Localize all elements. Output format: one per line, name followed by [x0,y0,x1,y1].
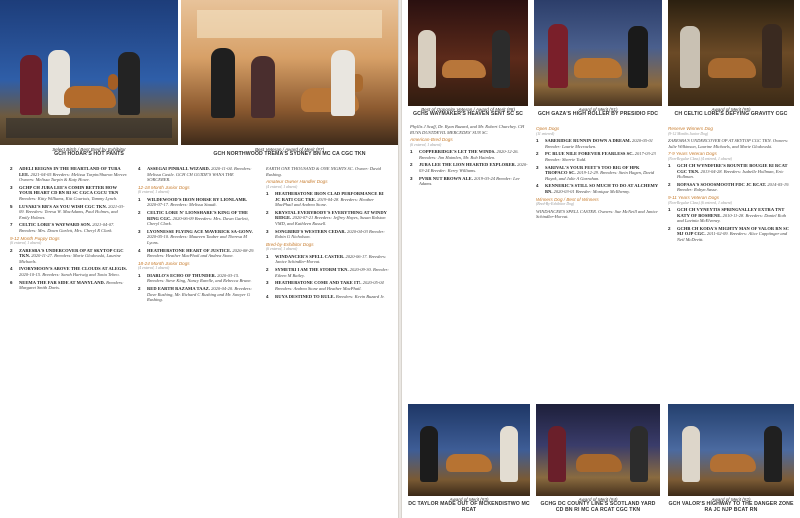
class-entry-count: (Non-Regular Class) (6 entered, 1 absent) [668,200,732,205]
dog-name: ASSEGAI PINBALL WIZARD. [147,166,210,171]
placement-entry [138,273,256,284]
caption-award: Select Bitch / Best Bred by Exhibitor [52,147,126,152]
placement-number: 1 [668,207,671,213]
dog-name: RUYA DESTINED TO RULE. [275,293,335,299]
class-heading: Reserve Winners Dog [668,126,713,131]
dog-details: 2020-11-04. Breeders: Melissa Castle. GCH CH GUIDE'S WANA THE SORCERER. [147,166,252,182]
placement-number: 4 [536,183,539,189]
placement-entry [266,254,390,265]
caption-dog-name: GCH NORTHWOOD TREMA'S SYDNEY BN MC CA CGC TKN [213,151,366,158]
placement-text [545,138,658,149]
class-heading: 7-9 Years Veteran Dogs [668,151,717,156]
placement-entry [10,185,128,202]
caption-award: Award of Merit (#4) [578,497,618,502]
results-column-3 [266,166,390,302]
placement-number: 2 [266,267,269,273]
dog-details: 2020-04-03 Breeder: Robin G Nicholson. [275,228,385,240]
placement-number: 1 [266,253,269,259]
result-note: EARTH ONE THOUSAND & ONE NIGHTS SC. Owner: David Rushing. [266,166,381,177]
placement-number: 1 [668,163,671,168]
placement-entry [138,248,256,259]
class-heading: Open Dogs [536,126,560,131]
dog-details: 2020-07-17. Breeders: Melissa Staudt. [147,202,217,208]
placement-number: 3 [266,280,269,286]
placement-text [19,248,128,265]
class-entry-count: (4 entered, 1 absent) [138,266,170,271]
placement-number: 7 [10,222,13,228]
dog-details: 2020-09-30. Breeder: Eileen M Bailey. [275,267,389,278]
caption-dog-name: CH CELTIC LORE'S DEFYING GRAVITY CGC [674,111,788,118]
dog-name: GCH CH WYNDFIRE'S BOUNTIE BOUGIE RI RCAT CGC TKN. [677,163,788,174]
placement-number: 2 [10,166,13,171]
results-column-2 [138,166,256,305]
dog-name: HEATHERSTONE IRON CLAD PERFORMANCE RI JC RATI CGC TKE. [275,191,384,202]
placement-entry [138,286,256,303]
dog-name: SYMETRI I AM THE STORM TKN. [275,267,349,273]
placement-entry [266,210,390,227]
photo-aom-1-caption [534,107,662,118]
placement-number: 2 [668,225,671,231]
dog-name: GCHP CH JUBA LEE'S COMIN BETTER HOW YOUR HEART CD BN RI SC CGCA CGCU TKN [19,184,119,196]
placement-entry [668,226,792,243]
placement-text [677,163,792,180]
placement-text [677,226,792,243]
dog-name: GCH CH VYNEYTIS SPRINGVALLEY EXTRA TNT KATY OF BOSHENE. [677,207,785,218]
placement-entry [266,294,390,300]
placement-text [19,166,128,183]
placement-number: 1 [266,191,269,196]
dog-name: NEEMA THE FAR SIDE AT MANYLAND. [19,279,105,285]
placement-number: 2 [138,286,141,292]
placement-entry [668,163,792,180]
dog-name: CELTIC LORE N' LIONSHARE'S KING OF THE RING CGC. [147,210,249,221]
class-heading: Winners Dog / Best of Winners [536,196,599,202]
dog-details: 2020-10-15. Breeders: Sarah Hartwig and Tonia Tebeo. [19,271,120,277]
placement-text [147,248,256,259]
placement-entry [138,197,256,208]
placement-number: 3 [410,175,413,181]
placement-text [677,182,792,193]
placement-number: 4 [266,293,269,299]
placement-number: 2 [266,209,269,215]
placement-entry [10,166,128,183]
placement-entry [536,151,658,162]
class-entry-count: (Non-Regular Class) (4 entered, 1 absent) [668,156,732,161]
placement-entry [668,207,792,224]
photo-aom-2-caption [668,497,794,514]
placement-number: 1 [138,272,141,278]
placement-text [275,280,390,291]
placement-text [147,229,256,246]
placement-text [147,286,256,303]
placement-text [19,266,128,277]
placement-text [275,254,390,265]
placement-number: 4 [138,166,141,171]
placement-entry [266,229,390,240]
dog-details: 2020-12-26. Breeders: Jim Haimlen, Mr. Bob Haimlen. [419,149,519,160]
placement-text [147,166,256,183]
dog-details: 2020-08-29. Breeders: Heather MacPhail and Andrea Stone. [147,247,255,259]
placement-number: 4 [10,266,13,272]
dog-name: HEATHERSTONE COME AND TAKE IT!. [275,280,362,286]
placement-number: 2 [668,181,671,187]
photo-best-veteran [181,0,398,145]
class-heading: 18-24 Month Junior Dogs [138,260,190,266]
caption-award: Award of Merit (#3) [449,497,489,502]
dog-details: 2020-03-15. Breeders: Steve King, Nancy Rarelle, and Rebecca Brune. [147,272,252,284]
photo-select-bitch-caption [0,147,178,158]
class-heading: 9-12 Month Puppy Dogs [10,235,60,241]
photo-aom-5 [668,0,794,106]
results-column-4 [410,124,528,189]
placement-text [19,204,128,221]
caption-award: Best Veteran / Award of Merit (#7) [254,147,325,152]
dog-name: WINDANCER'S SPELL CASTER. [275,253,345,259]
dog-details: 2020-03-24 Breeder: Kerry Williams. [419,162,528,173]
placement-entry [10,280,128,291]
caption-award: Award of Merit (#2) [711,497,751,502]
dog-name: IVORYMOON'S ABOVE THE CLOUDS AT ALEGIS. [19,266,127,272]
dog-details: 2014-05-19. Breeder: Robyn Sasse. [677,181,790,193]
dog-details: 2017-03-23 Breeder: Sherrie Todd. [545,151,656,162]
placement-number: 2 [10,247,13,253]
dog-name: RED EARTH RAZAMA TAAZ. [147,286,211,292]
placement-text [545,165,658,182]
placement-text [275,191,390,208]
left-page [0,0,398,518]
class-entry-count: (6 entered, 1 absent) [410,142,442,147]
photo-aom-2 [668,404,794,496]
dog-name: KENNERIC'S STILL SO MUCH TO DO AT ALCHEMY BN. [545,183,658,194]
dog-details: Breeders: Kevin Buzard Jr. [335,293,385,299]
caption-award: Award of Merit (#1) [578,107,618,112]
caption-dog-name: GCHS WAYMAKER'S HEAVEN SENT SC SC [412,111,524,118]
dog-details: 2020-03-01 Breeder: Monique McIlhenny. [553,188,630,194]
placement-number: 2 [138,210,141,216]
placement-number: 4 [138,247,141,253]
placement-entry [10,204,128,221]
placement-entry [266,267,390,278]
photo-bov [408,0,528,106]
placement-number: 2 [536,151,539,157]
dog-details: Breeders: Margaret Smith Davis. [19,279,124,291]
photo-aom-5-caption [668,107,794,118]
placement-number: 1 [536,138,539,143]
caption-dog-name: GCH GAZA'S HIGH ROLLER BY PRESIDIO FDC [537,111,659,118]
placement-text [419,176,528,187]
caption-award: Best of Opposite Veteran / Award of Merit (#8) [421,107,515,112]
dog-name: JUBA LEE THE LION HEARTED EXPLORER. [419,162,517,168]
placement-text [19,185,128,202]
placement-number: 3 [536,164,539,170]
placement-text [275,229,390,240]
dog-name: LUVAKI'S RB'S AS YOU WISH CGC TKN. [19,203,107,209]
result-note: WINDANCER'S SPELL CASTER. Owners: Sue McNeill and Janice Schindler-Horvat. [536,208,658,220]
dog-name: WILDEWOOD'S IRON HORSE BY LIONLAMB. [147,196,247,202]
caption-dog-name: GCH VALOR'S HIGHWAY TO THE DANGER ZONE RA JC NJP BCAT RN [668,501,794,514]
dog-name: COPPERRIDGE'S LET THE WINDS. [419,149,496,154]
placement-text [147,197,256,208]
placement-text [275,267,390,278]
dog-name: LYONNESSE FLYING ACE MAVERICK SA-GONV. [147,228,253,234]
dog-name: SARIVAL'S YOUR FEET'S TOO BIG OF HPK TROPACO SC. [545,164,640,176]
dog-details: 2021-04-07. Breeders: Mrs. Dawn Garlett, Mrs. Cheryl R Clark. [19,222,115,233]
results-column-5 [536,124,658,222]
placement-number: 1 [138,196,141,202]
class-heading: Amateur Owner Handler Dogs [266,179,328,184]
placement-text [275,210,390,227]
placement-number: 6 [10,279,13,285]
placement-entry [410,176,528,187]
placement-text [677,207,792,224]
placement-entry [138,229,256,246]
placement-text [19,280,128,291]
placement-entry [138,166,256,183]
dog-details: 2019-03-24 Breeder: Lee Adams. [419,175,520,187]
results-column-6 [668,124,792,245]
dog-name: ROPASA'S SOOOSMOOTH FDC JC RCAT. [677,181,767,187]
class-heading: 9-11 Years Veteran Dogs [668,195,719,201]
dog-details: 2020-11-27. Breeders: Marie Glodowski, Laurine Michaels. [19,253,121,264]
dog-details: 2011-02-09. Breeders: Alice Cappiinger and Neil McDevitt. [677,231,788,242]
class-entry-count: (11 entered) [536,131,555,136]
dog-details: 2020-04-20. Breeders: Dave Rushing, Mr. Richard C Rushing and Mr. Sawyer G Rushing. [147,286,252,303]
placement-entry [410,162,528,173]
right-page [402,0,800,518]
class-heading: Bred-by-Exhibitor Dogs [266,241,314,247]
dog-details: 2021-04-05 Breeders: Melissa Turpin/Sharon Mercer. Owners: Melissa Turpin & Katy Howe. [19,171,128,182]
placement-entry [536,183,658,194]
dog-details: 2020-06-09 Breeders: Mrs. Dawn Garlett, Cheryl Clark. [147,215,249,227]
dog-name: PVRR NUT BROWN ALE. [419,175,473,181]
photo-aom-1 [534,0,662,106]
placement-number: 1 [410,149,413,154]
placement-text [147,273,256,284]
dog-details: 2020-05-10. Breeders: Maureen Tauber and Theresa M Lyons. [147,234,247,245]
dog-name: CELTIC LORE'S WAYWARD SON. [19,222,92,228]
dog-details: 2010-11-28. Breeders: Daniel Roth and Lavinia McElveney. [677,212,787,224]
placement-text [419,149,528,160]
placement-entry [668,182,792,193]
dog-name: DIABLO'S ECHO OF THUNDER. [147,272,217,278]
placement-number: 3 [138,228,141,234]
caption-dog-name: GCHG DC COUNTY LINE'S SCOTLAND YARD CD BN RI MC CA RCAT CGC TKN [540,501,656,514]
placement-entry [266,191,390,208]
dog-details: Breeders: Kitty Williams, Kitt Courtois, Tammy Lynch. [19,195,118,201]
placement-entry [536,138,658,149]
class-entry-count: (9-12 Months Junior Dog) [668,131,709,136]
dog-name: SONGBIRD'S WESTERN CEDAR. [275,228,346,234]
dog-name: GCHB CH KODA'S MIGHTY MAN OF VALOR RN SC MJ OJP CGC. [677,225,790,237]
photo-best-veteran-caption [181,147,398,158]
photo-aom-3-caption [408,497,530,514]
placement-text [419,162,528,173]
dog-name: HEATHERSTONE HEART OF JUSTICE. [147,247,232,253]
placement-number: 5 [10,203,13,209]
class-heading: American-Bred Dogs [410,137,453,142]
dog-name: SABERIDGE RUNNIN DOWN A DREAM. [545,138,631,143]
photo-bov-caption [408,107,528,118]
dog-details: 2019-04-28. Breeders: Heather MacPhail and Andrea Stone. [275,196,374,207]
results-column-1 [10,166,128,293]
photo-aom-3 [408,404,530,496]
caption-dog-name: DC TAYLOR MADE OUT OF MCKENDISTWO MC RCAT [408,501,530,514]
photo-aom-4-caption [536,497,660,514]
class-entry-count: (6 entered, 1 absent) [266,247,298,252]
caption-dog-name: GCH HODAR'S HOT PANTS [54,151,124,158]
result-note: ZARESBA'S UNDERCOVER OP AT SKYTOP CGC TKN. Owners: Julie Wilkinson, Laurine Michaels, and Marie Glodowski. [668,138,789,149]
dog-name: PC BLUE NILE FOREVER FEARLESS SC. [545,151,634,157]
dog-details: 2020-06-17. Breeders: Janice Schindler-Horvat. [275,253,387,265]
photo-aom-4 [536,404,660,496]
dog-name: KRYSTAL EVERYBODY'S EVERYTHING AT WINDY RIDGE. [275,209,387,221]
dog-details: 2020-05-01 Breeder: Laurie Mccracken. [545,138,654,149]
placement-text [545,183,658,194]
dog-details: 2020-07-21 Breeders: Jeffrey Hayes, Susan Ralston VMD, and Kathleen Russell. [275,215,386,226]
placement-text [275,294,390,300]
placement-entry [266,280,390,291]
class-entry-count: (4 entered, 1 absent) [266,184,298,189]
caption-award: Award of Merit (#5) [711,107,751,112]
placement-entry [410,149,528,160]
dog-details: 2020-05-04 Breeders: Andrea Stone and Heather MacPhail. [275,280,384,291]
placement-text [19,222,128,233]
dog-details: 2013-04-28. Breeders: Isabelle Hollman, Eric Hollman. [677,168,784,179]
placement-number: 3 [266,228,269,234]
photo-select-bitch [0,0,178,145]
placement-entry [536,165,658,182]
dog-details: 2021-03-09. Breeders: Teresa W. MacAdams, Paul Holmes, and Emily Holmes. [19,203,125,220]
dog-name: ZARESBA'S UNDERCOVER OP AT SKYTOP CGC TKN. [19,247,124,259]
class-heading: 12-18 Month Junior Dogs [138,184,190,190]
placement-number: 2 [410,162,413,168]
dog-name: ADELI REIGNS IN THE HEARTLAND OF TUBA LEE. [19,166,121,177]
placement-number: 3 [10,184,13,190]
result-note: Phyllis J Scaff, Dr. Ryan Buzard, and Mr. Robert Churchey. CH RUYA DUSTDEVIL MERCEDES' SUN SC. [410,124,525,135]
dog-details: 2019-12-29. Breeders: Stein Hagen, David Hayek, and Julie A Garrahan. [545,170,655,181]
placement-entry [10,222,128,233]
placement-text [545,151,658,162]
class-entry-count: (6 entered, 1 absent) [138,190,170,195]
placement-entry [10,266,128,277]
class-entry-count: (6 entered, 1 absent) [10,241,42,246]
placement-entry [138,210,256,227]
placement-text [147,210,256,227]
placement-entry [10,248,128,265]
class-entry-count: (Bred-By-Exhibitor Dog) [536,202,575,207]
